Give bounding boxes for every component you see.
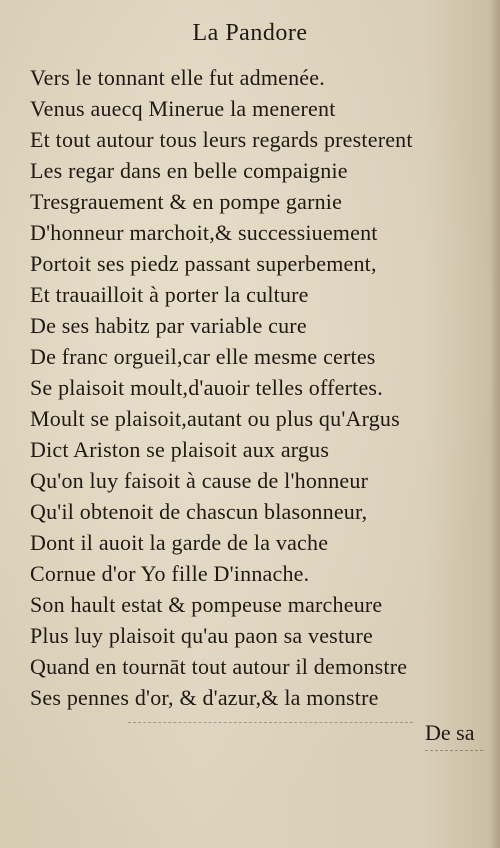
verse-line: Cornue d'or Yo fille D'innache. (30, 561, 310, 586)
verse-line: Tresgrauement & en pompe garnie (30, 189, 343, 214)
page-edge-shadow (490, 0, 500, 848)
verse-line: Et trauailloit à porter la culture (30, 282, 309, 307)
verse-line: Vers le tonnant elle fut admenée. (30, 65, 325, 90)
verse-line: Moult se plaisoit,autant ou plus qu'Argus (30, 406, 400, 431)
verse-text (30, 62, 488, 713)
verse-line: Ses pennes d'or, & d'azur,& la monstre (30, 685, 379, 710)
verse-line: Son hault estat & pompeuse marcheure (30, 592, 383, 617)
verse-line: De ses habitz par variable cure (30, 313, 307, 338)
verse-line: Se plaisoit moult,d'auoir telles offertes. (30, 375, 383, 400)
verse-line: Qu'on luy faisoit à cause de l'honneur (30, 468, 369, 493)
verse-line: Les regar dans en belle compaignie (30, 158, 348, 183)
running-header: La Pandore (192, 20, 308, 46)
verse-line: D'honneur marchoit,& successiuement (30, 220, 378, 245)
verse-line: Dict Ariston se plaisoit aux argus (30, 437, 330, 462)
verse-line: Quand en tournāt tout autour il demonstre (30, 654, 408, 679)
catchword-underline (425, 750, 483, 751)
verse-line: Portoit ses piedz passant superbement, (30, 251, 377, 276)
verse-line: De franc orgueil,car elle mesme certes (30, 344, 376, 369)
verse-line: Venus auecq Minerue la menerent (30, 96, 336, 121)
faint-rule (128, 722, 413, 723)
verse-line: Plus luy plaisoit qu'au paon sa vesture (30, 623, 373, 648)
verse-line: Et tout autour tous leurs regards presterent (30, 127, 413, 152)
verse-line: Qu'il obtenoit de chascun blasonneur, (30, 499, 368, 524)
verse-line: Dont il auoit la garde de la vache (30, 530, 329, 555)
catchword: De sa (425, 720, 475, 745)
